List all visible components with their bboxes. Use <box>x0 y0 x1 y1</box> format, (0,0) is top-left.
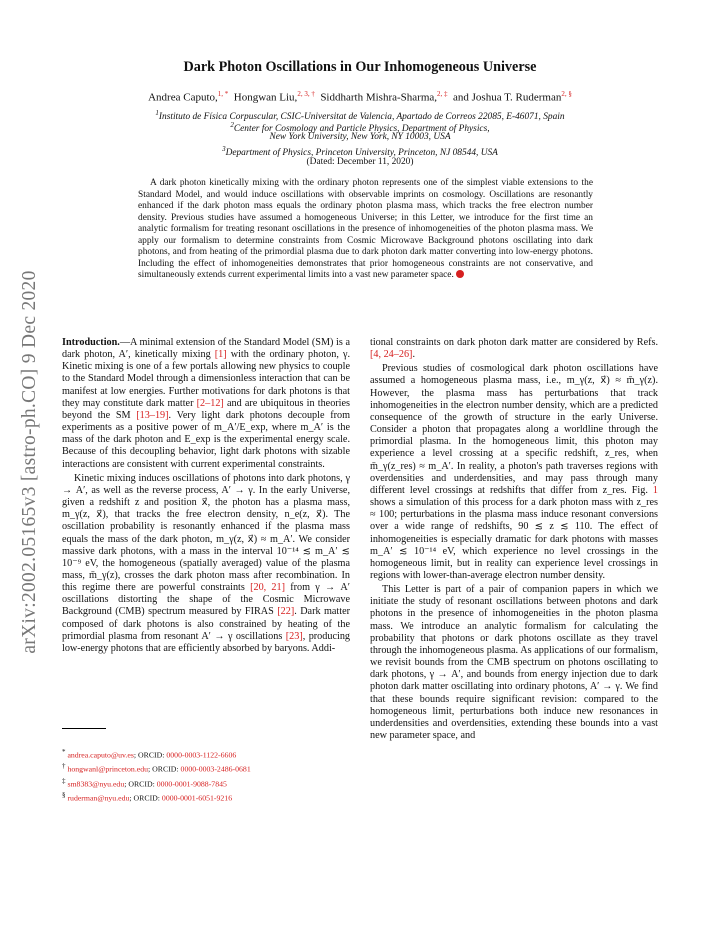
figure-ref-link[interactable]: 1 <box>652 484 658 496</box>
abstract-text: A dark photon kinetically mixing with the ordinary photon represents one of the simplest viable extensions to the Standard Model, and would induce oscillations with observable imprints on cosmology. Oscillations are resonantly enhanced if the dark photon mass equals the ordinary photon plasma mass, which tracks the free electron number density. Previous studies have assumed a homogeneous Universe; in this Letter, we introduce for the first time an analytic formalism for treating resonant oscillations in the presence of inhomogeneities of the photon plasma mass. We apply our formalism to determine constraints from Cosmic Microwave Background photons oscillating into dark photons, and from heating of the primordial plasma due to dark photon dark matter converting into low-energy photons. Including the effect of inhomogeneities demonstrates that prior homogeneous constraints are not conservative, and simultaneously extends current experimental limits into a vast new parameter space. <box>138 178 593 281</box>
citation-link[interactable]: [20, 21] <box>250 582 286 594</box>
body-paragraph: Kinetic mixing induces oscillations of photons into dark photons, γ → A′, as well as the reverse process, A′ → γ. In the early Universe, given a redshift z and position x⃗, the photon has a plasma mass, m_γ(z, x⃗), that tracks the free electron density, n_e(z, x⃗). The oscillation probability is resonantly enhanced if the plasma mass equals the mass of the dark photon, m_γ(z, x⃗) ≈ m_A′. We consider massive dark photons, with a mass in the interval 10⁻¹⁴ ≲ m_A′ ≲ 10⁻⁹ eV, the homogeneous (spatially averaged) value of the plasma mass, m̄_γ(z), crosses the dark photon mass after recombination. In this regime there are powerful constraints [20, 21] from γ → A′ oscillations distorting the shape of the Cosmic Microwave Background (CMB) spectrum measured by FIRAS [22]. Dark matter composed of dark photons is also constrained by heating of the primordial plasma from resonant A′ → γ oscillations [23], producing low-energy photons that are efficiently absorbed by baryons. Addi- <box>62 472 351 654</box>
affiliation: $^1$Instituto de Física Corpuscular, CSIC-Universitat de Valencia, Apartado de Correos 22085, E-46071, Spain <box>155 109 565 123</box>
footnote: ‡ sm8383@nyu.edu; ORCID: 0000-0001-9088-7845 <box>62 776 227 789</box>
affiliation: New York University, New York, NY 10003, USA <box>269 132 451 142</box>
author-affiliation-mark[interactable]: 2, § <box>561 90 572 98</box>
left-column <box>62 337 350 655</box>
orcid-link[interactable]: 0000-0003-1122-6606 <box>166 750 237 760</box>
intro-paragraph: Introduction.—A minimal extension of the Standard Model (SM) is a dark photon, A′, kinetically mixing [1] with the ordinary photon, γ. Kinetic mixing is one of a few portals allowing new physics to couple to the Standard Model through a dimensionless interaction that can be manifest at low energies. Further motivations for dark photons is that they may constitute dark matter [2–12] and are ubiquitous in theories beyond the SM [13–19]. Very light dark photons decouple from experiments as a positive power of m_A′/E_exp, where m_A′ is the mass of the dark photon and E_exp is the experimental energy scale. Because of this decoupling behavior, light dark photons with sizable interactions are consistent with current experimental constraints. <box>62 337 350 470</box>
email-link[interactable]: sm8383@nyu.edu <box>67 779 125 789</box>
paper-title: Dark Photon Oscillations in Our Inhomogeneous Universe <box>183 59 537 75</box>
citation-link[interactable]: [2–12] <box>196 397 224 409</box>
citation-link[interactable]: [1] <box>214 349 227 361</box>
citation-link[interactable]: [23] <box>285 630 303 642</box>
footnote-divider <box>62 728 106 729</box>
email-link[interactable]: andrea.caputo@uv.es <box>67 750 134 760</box>
affiliation: $^3$Department of Physics, Princeton University, Princeton, NJ 08544, USA <box>222 145 498 159</box>
body-paragraph: tional constraints on dark photon dark matter are considered by Refs. [4, 24–26]. <box>370 337 658 361</box>
arxiv-stamp <box>10 232 50 692</box>
footnote: † hongwanl@princeton.edu; ORCID: 0000-0003-2486-0681 <box>62 762 251 774</box>
author-name: Siddharth Mishra-Sharma, <box>320 91 438 104</box>
author-name: and Joshua T. Ruderman <box>453 91 562 104</box>
citation-link[interactable]: [4, 24–26] <box>370 349 413 361</box>
arxiv-stamp-text: arXiv:2002.05165v3 [astro-ph.CO] 9 Dec 2020 <box>19 270 40 654</box>
orcid-link[interactable]: 0000-0003-2486-0681 <box>180 764 251 774</box>
body-paragraph: Previous studies of cosmological dark photon oscillations have assumed a homogeneous plasma mass, i.e., m_γ(z, x⃗) ≈ m̄_γ(z). However, the plasma mass has perturbations that track inhomogeneities in the electron number density, which are a predicted consequence of the growth of structure in the early Universe. Consider a photon that propagates along a worldline through the primordial plasma. In the homogeneous limit, this photon may experience a level crossing at a specific redshift, z_res, when m̄_γ(z_res) ≈ m_A′. In reality, a photon's path traverses regions with overdensities and underdensities, and may pass through many different level crossings at redshifts that differ from z_res. Fig. 1 shows a simulation of this process for a dark photon mass with z_res ≈ 100; perturbations in the plasma mass induce resonant conversions over a wide range of redshifts, 90 ≲ z ≲ 110. The effect of inhomogeneities is especially dramatic for dark photons with masses m_A′ ≲ 10⁻¹⁴ eV, which experience no level crossings in the homogeneous limit, but in reality can experience level crossings in regions with lower-than-average electron number density. <box>370 363 658 581</box>
email-link[interactable]: hongwanl@princeton.edu <box>67 764 149 774</box>
body-paragraph: This Letter is part of a pair of companion papers in which we initiate the study of resonant oscillations between photons and dark photons in the presence of inhomogeneities in the photon plasma mass. We introduce an analytic formalism for calculating the probability that photons or dark photons oscillate as they travel through the inhomogeneous plasma. As applications of our formalism, we revisit bounds from the CMB spectrum on photons oscillating to dark photons, γ → A′, and bounds from energy injection due to dark photon dark matter oscillating into ordinary photons, A′ → γ. We find that these bounds require significant revision: compared to the homogeneous limit, perturbations both induce new resonances in underdensities and overdensities, extending these bounds into a vast new parameter space, and <box>370 584 658 741</box>
right-column <box>370 337 658 742</box>
footnotes <box>62 747 362 804</box>
github-icon[interactable] <box>456 270 464 278</box>
author-affiliation-mark[interactable]: 1, * <box>217 90 229 98</box>
date-line: (Dated: December 11, 2020) <box>306 157 414 167</box>
author-affiliation-mark[interactable]: 2, 3, † <box>297 90 315 98</box>
section-heading-introduction: Introduction. <box>62 337 120 348</box>
orcid-link[interactable]: 0000-0001-9088-7845 <box>156 779 227 789</box>
author-affiliation-mark[interactable]: 2, ‡ <box>437 90 448 98</box>
author-list <box>0 90 720 104</box>
orcid-link[interactable]: 0000-0001-6051-9216 <box>161 793 233 803</box>
footnote: * andrea.caputo@uv.es; ORCID: 0000-0003-1122-6606 <box>62 748 237 760</box>
citation-link[interactable]: [22] <box>277 606 295 618</box>
abstract <box>138 178 593 282</box>
footnote: § ruderman@nyu.edu; ORCID: 0000-0001-6051-9216 <box>62 790 233 803</box>
affiliation: $^2$Center for Cosmology and Particle Physics, Department of Physics, <box>230 121 490 135</box>
email-link[interactable]: ruderman@nyu.edu <box>67 793 130 803</box>
author-name: Andrea Caputo, <box>148 91 218 104</box>
author-name: Hongwan Liu, <box>233 91 298 104</box>
citation-link[interactable]: [13–19] <box>136 409 169 421</box>
